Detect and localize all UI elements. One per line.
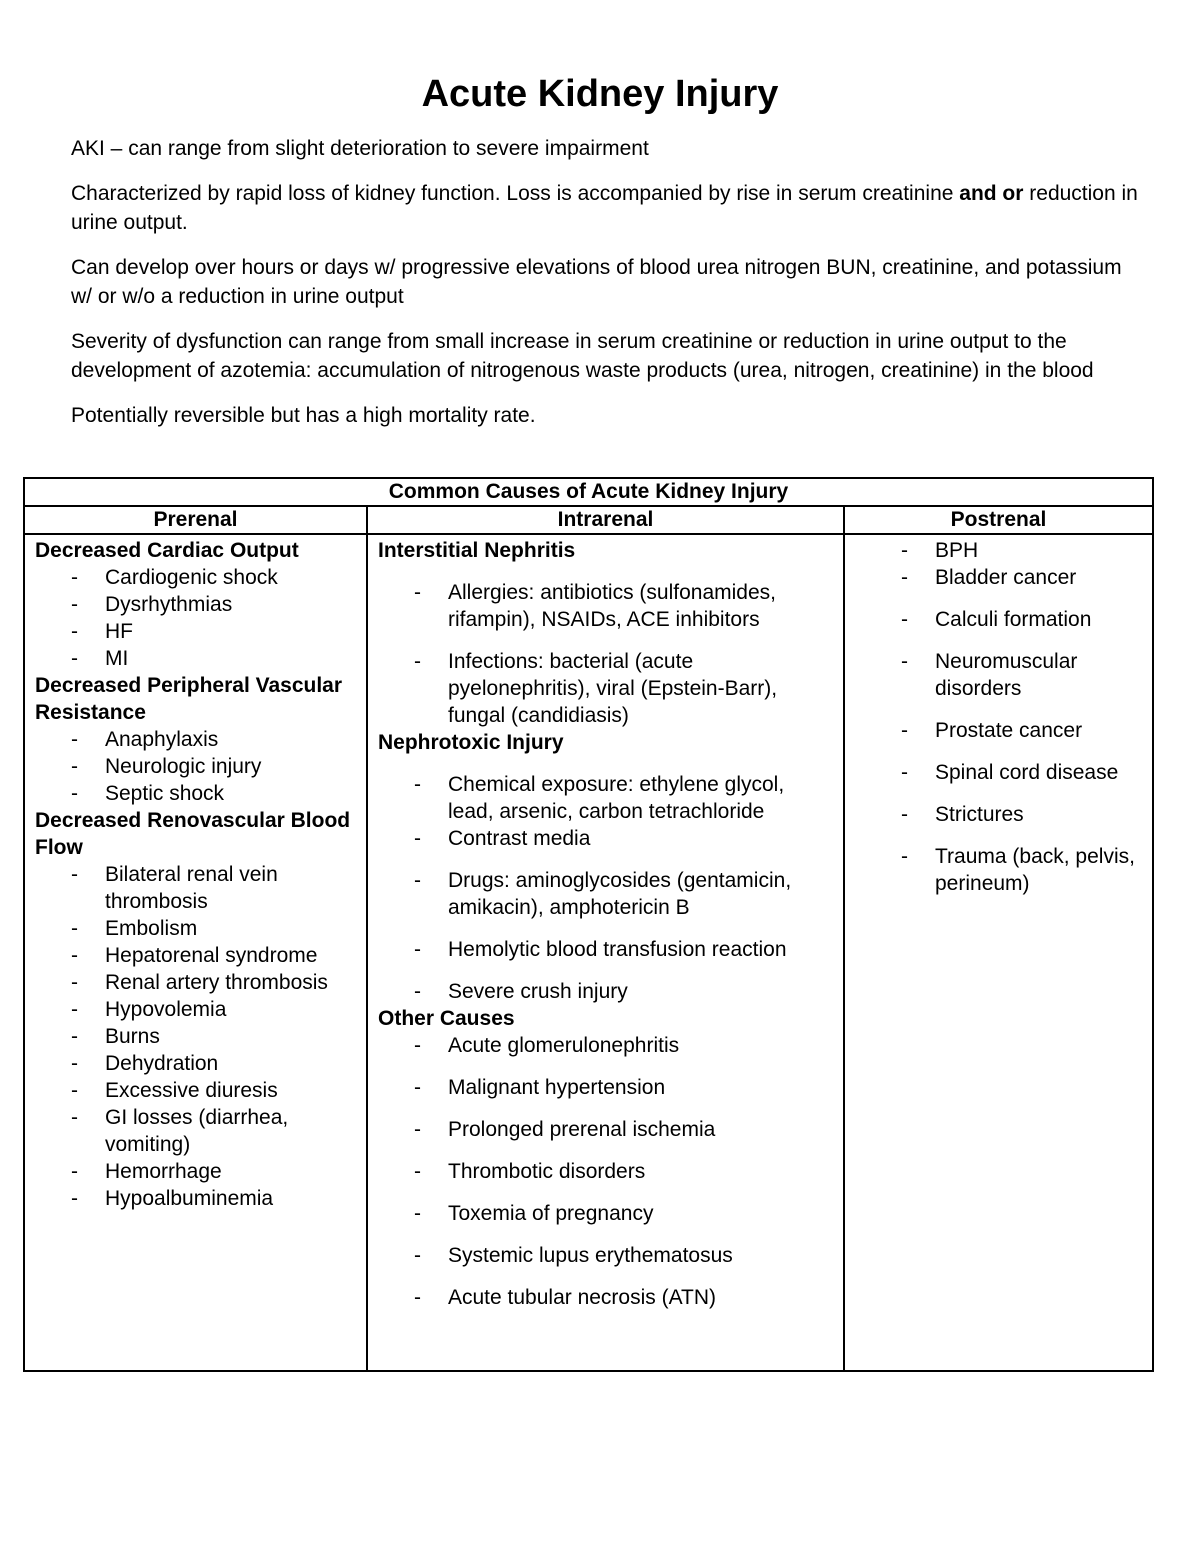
subheading: Decreased Peripheral Vascular Resistance bbox=[35, 674, 343, 724]
paragraph: Severity of dysfunction can range from small increase in serum creatinine or reduction in urine output to the development of azotemia: accumulation of nitrogenous waste products (urea, nitrogen, creatinine) in the blood bbox=[71, 330, 1094, 382]
list-item-text: Acute tubular necrosis (ATN) bbox=[448, 1286, 717, 1309]
dash-bullet: - bbox=[71, 1025, 78, 1048]
subheading: Other Causes bbox=[378, 1007, 515, 1030]
list-item-text: Bladder cancer bbox=[935, 566, 1077, 589]
column-header-intrarenal: Intrarenal bbox=[367, 506, 844, 534]
list-item-text: Excessive diuresis bbox=[105, 1079, 278, 1102]
dash-bullet: - bbox=[901, 608, 908, 631]
list-item-text: Hemorrhage bbox=[105, 1160, 222, 1183]
dash-bullet: - bbox=[71, 728, 78, 751]
list-item-text: Renal artery thrombosis bbox=[105, 971, 328, 994]
list-item bbox=[35, 1158, 358, 1185]
list-item-text: HF bbox=[105, 620, 133, 643]
dash-bullet: - bbox=[71, 863, 78, 886]
list-item-text: BPH bbox=[935, 539, 979, 562]
list-item-text: Dysrhythmias bbox=[105, 593, 233, 616]
list-item-text: Prostate cancer bbox=[935, 719, 1083, 742]
dash-bullet: - bbox=[901, 845, 908, 868]
list-item-text: Prolonged prerenal ischemia bbox=[448, 1118, 716, 1141]
list-item bbox=[35, 1104, 358, 1158]
list-item bbox=[378, 771, 835, 825]
dash-bullet: - bbox=[414, 1118, 421, 1141]
cause-list bbox=[35, 861, 358, 1212]
table-body-row bbox=[24, 534, 1153, 1371]
list-item-text: Bilateral renal vein thrombosis bbox=[105, 863, 278, 913]
dash-bullet: - bbox=[414, 1202, 421, 1225]
list-item bbox=[378, 1074, 835, 1101]
dash-bullet: - bbox=[71, 620, 78, 643]
prerenal-cell bbox=[24, 534, 367, 1371]
list-item bbox=[35, 861, 358, 915]
list-item bbox=[35, 753, 358, 780]
dash-bullet: - bbox=[414, 827, 421, 850]
intrarenal-cell bbox=[367, 534, 844, 1371]
list-item-text: Thrombotic disorders bbox=[448, 1160, 646, 1183]
list-item bbox=[35, 726, 358, 753]
list-item bbox=[35, 1050, 358, 1077]
dash-bullet: - bbox=[71, 971, 78, 994]
list-item-text: Neurologic injury bbox=[105, 755, 262, 778]
dash-bullet: - bbox=[71, 1106, 78, 1129]
list-item bbox=[855, 648, 1144, 702]
list-item-text: Strictures bbox=[935, 803, 1024, 826]
list-item-text: Cardiogenic shock bbox=[105, 566, 278, 589]
dash-bullet: - bbox=[414, 938, 421, 961]
dash-bullet: - bbox=[414, 1244, 421, 1267]
list-item bbox=[35, 1077, 358, 1104]
list-item-text: Allergies: antibiotics (sulfonamides, rifampin), NSAIDs, ACE inhibitors bbox=[448, 581, 776, 631]
list-item-text: Dehydration bbox=[105, 1052, 219, 1075]
dash-bullet: - bbox=[71, 1160, 78, 1183]
cause-list bbox=[378, 1032, 835, 1311]
list-item bbox=[855, 564, 1144, 591]
dash-bullet: - bbox=[71, 917, 78, 940]
dash-bullet: - bbox=[414, 1034, 421, 1057]
list-item-text: Burns bbox=[105, 1025, 160, 1048]
list-item-text: Hepatorenal syndrome bbox=[105, 944, 318, 967]
list-item bbox=[378, 1200, 835, 1227]
list-item bbox=[855, 843, 1144, 897]
table-header-row bbox=[24, 506, 1153, 534]
list-item-text: Infections: bacterial (acute pyelonephritis), viral (Epstein-Barr), fungal (candidiasis) bbox=[448, 650, 778, 727]
list-item bbox=[855, 759, 1144, 786]
cause-list bbox=[35, 726, 358, 807]
table-title-row bbox=[24, 478, 1153, 506]
list-item bbox=[35, 915, 358, 942]
dash-bullet: - bbox=[901, 803, 908, 826]
list-item bbox=[35, 591, 358, 618]
list-item bbox=[35, 780, 358, 807]
dash-bullet: - bbox=[901, 719, 908, 742]
subheading: Decreased Cardiac Output bbox=[35, 539, 299, 562]
list-item-text: Spinal cord disease bbox=[935, 761, 1119, 784]
list-item bbox=[378, 648, 835, 729]
dash-bullet: - bbox=[901, 761, 908, 784]
list-item-text: Severe crush injury bbox=[448, 980, 628, 1003]
list-item bbox=[855, 537, 1144, 564]
list-item-text: Anaphylaxis bbox=[105, 728, 219, 751]
list-item-text: Septic shock bbox=[105, 782, 225, 805]
dash-bullet: - bbox=[414, 980, 421, 1003]
list-item-text: Neuromuscular disorders bbox=[935, 650, 1078, 700]
paragraph bbox=[71, 179, 1141, 237]
list-item bbox=[378, 1032, 835, 1059]
list-item bbox=[855, 801, 1144, 828]
dash-bullet: - bbox=[414, 869, 421, 892]
dash-bullet: - bbox=[71, 1052, 78, 1075]
list-item bbox=[378, 936, 835, 963]
paragraph: Can develop over hours or days w/ progressive elevations of blood urea nitrogen BUN, creatinine, and potassium w/ or w/o a reduction in urine output bbox=[71, 256, 1122, 308]
list-item-text: Hypovolemia bbox=[105, 998, 227, 1021]
dash-bullet: - bbox=[71, 1079, 78, 1102]
dash-bullet: - bbox=[414, 1076, 421, 1099]
list-item-text: MI bbox=[105, 647, 129, 670]
dash-bullet: - bbox=[71, 782, 78, 805]
list-item bbox=[855, 606, 1144, 633]
dash-bullet: - bbox=[71, 566, 78, 589]
paragraph: AKI – can range from slight deterioration to severe impairment bbox=[71, 137, 649, 160]
list-item bbox=[378, 1242, 835, 1269]
list-item-text: Hypoalbuminemia bbox=[105, 1187, 274, 1210]
dash-bullet: - bbox=[71, 593, 78, 616]
dash-bullet: - bbox=[901, 650, 908, 673]
paragraph-text: Characterized by rapid loss of kidney function. Loss is accompanied by rise in serum creatinine bbox=[71, 182, 960, 205]
table-title: Common Causes of Acute Kidney Injury bbox=[24, 478, 1153, 506]
paragraph-text: reduction in urine output. bbox=[71, 182, 1138, 234]
intro-section bbox=[71, 134, 1141, 446]
subheading: Nephrotoxic Injury bbox=[378, 731, 564, 754]
dash-bullet: - bbox=[901, 566, 908, 589]
dash-bullet: - bbox=[414, 1160, 421, 1183]
dash-bullet: - bbox=[414, 581, 421, 604]
dash-bullet: - bbox=[901, 539, 908, 562]
list-item-text: Contrast media bbox=[448, 827, 591, 850]
dash-bullet: - bbox=[414, 1286, 421, 1309]
dash-bullet: - bbox=[71, 755, 78, 778]
list-item bbox=[378, 867, 835, 921]
list-item-text: Malignant hypertension bbox=[448, 1076, 666, 1099]
list-item-text: Acute glomerulonephritis bbox=[448, 1034, 680, 1057]
list-item bbox=[35, 969, 358, 996]
list-item bbox=[378, 1284, 835, 1311]
causes-table bbox=[23, 477, 1154, 1372]
list-item bbox=[378, 978, 835, 1005]
cause-list bbox=[378, 771, 835, 1005]
cause-list bbox=[35, 564, 358, 672]
dash-bullet: - bbox=[414, 773, 421, 796]
paragraph: Potentially reversible but has a high mortality rate. bbox=[71, 404, 536, 427]
list-item-text: Calculi formation bbox=[935, 608, 1092, 631]
subheading: Interstitial Nephritis bbox=[378, 539, 576, 562]
list-item bbox=[35, 1185, 358, 1212]
postrenal-cell bbox=[844, 534, 1153, 1371]
list-item bbox=[35, 645, 358, 672]
page-title: Acute Kidney Injury bbox=[421, 73, 779, 115]
list-item bbox=[35, 1023, 358, 1050]
cause-list bbox=[378, 579, 835, 729]
list-item-text: Chemical exposure: ethylene glycol, lead, arsenic, carbon tetrachloride bbox=[448, 773, 785, 823]
column-header-postrenal: Postrenal bbox=[844, 506, 1153, 534]
list-item-text: GI losses (diarrhea, vomiting) bbox=[105, 1106, 289, 1156]
cause-list bbox=[855, 537, 1144, 897]
list-item bbox=[35, 618, 358, 645]
list-item-text: Trauma (back, pelvis, perineum) bbox=[935, 845, 1135, 895]
list-item bbox=[378, 1116, 835, 1143]
column-header-prerenal: Prerenal bbox=[24, 506, 367, 534]
list-item-text: Hemolytic blood transfusion reaction bbox=[448, 938, 787, 961]
list-item bbox=[378, 825, 835, 852]
list-item bbox=[378, 1158, 835, 1185]
list-item bbox=[378, 579, 835, 633]
list-item-text: Systemic lupus erythematosus bbox=[448, 1244, 733, 1267]
list-item-text: Drugs: aminoglycosides (gentamicin, amikacin), amphotericin B bbox=[448, 869, 792, 919]
dash-bullet: - bbox=[71, 1187, 78, 1210]
list-item bbox=[35, 996, 358, 1023]
dash-bullet: - bbox=[414, 650, 421, 673]
list-item-text: Embolism bbox=[105, 917, 198, 940]
list-item bbox=[35, 564, 358, 591]
dash-bullet: - bbox=[71, 944, 78, 967]
dash-bullet: - bbox=[71, 998, 78, 1021]
list-item-text: Toxemia of pregnancy bbox=[448, 1202, 654, 1225]
list-item bbox=[855, 717, 1144, 744]
dash-bullet: - bbox=[71, 647, 78, 670]
subheading: Decreased Renovascular Blood Flow bbox=[35, 809, 351, 859]
list-item bbox=[35, 942, 358, 969]
paragraph-bold-text: and or bbox=[959, 182, 1024, 205]
